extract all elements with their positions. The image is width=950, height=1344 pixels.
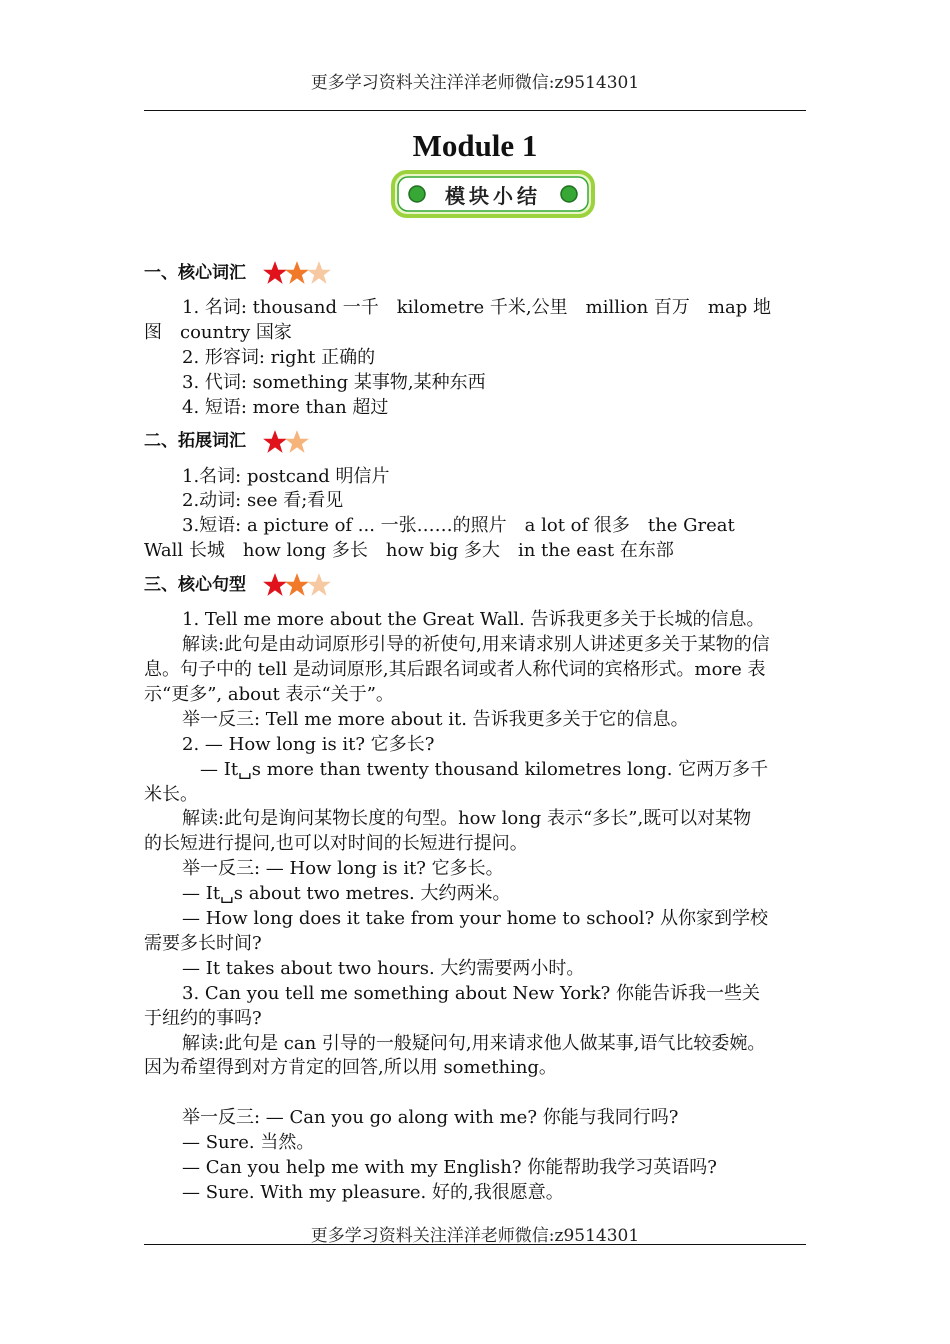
sentence-line: — How long does it take from your home to school? 从你家到学校 [182, 908, 768, 930]
footer-rule [144, 1244, 806, 1245]
sentence-line: 息。句子中的 tell 是动词原形,其后跟名词或者人称代词的宾格形式。more 表 [144, 658, 766, 680]
vocab-line: 2. 形容词: right 正确的 [182, 346, 376, 368]
sentence-line: 解读:此句是询问某物长度的句型。how long 表示“多长”,既可以对某物 [182, 808, 752, 830]
page-footer: 更多学习资料关注洋洋老师微信:z9514301 [310, 1226, 640, 1246]
sentence-line: 举一反三: Tell me more about it. 告诉我更多关于它的信息。 [182, 708, 689, 730]
vocab-line: Wall 长城 how long 多长 how big 多大 in the east 在东部 [144, 540, 674, 562]
vocab-line: 3.短语: a picture of ... 一张……的照片 a lot of 很多 the Great [182, 515, 735, 537]
document-body [144, 252, 806, 1206]
section-extended-vocabulary [144, 425, 806, 459]
sentence-line: 2. — How long is it? 它多长? [182, 733, 435, 755]
vocab-line: 1.名词: postcand 明信片 [182, 465, 390, 487]
two-star-rating-icon [262, 429, 306, 455]
sentence-line: 3. Can you tell me something about New York? 你能告诉我一些关 [182, 982, 761, 1004]
vocab-line: 2.动词: see 看;看见 [182, 490, 344, 512]
section-core-sentences [144, 568, 806, 602]
sentence-line: 的长短进行提问,也可以对时间的长短进行提问。 [144, 833, 528, 855]
section-core-vocabulary [144, 256, 806, 290]
badge-label: 模块小结 [445, 184, 541, 208]
sentence-line: 示“更多”, about 表示“关于”。 [144, 683, 394, 705]
module-summary-badge [391, 170, 595, 218]
vocab-line: 3. 代词: something 某事物,某种东西 [182, 371, 486, 393]
vocab-line: 图 country 国家 [144, 321, 292, 343]
sentence-line: — Sure. 当然。 [182, 1132, 315, 1154]
sentence-line: — It␣s about two metres. 大约两米。 [182, 883, 511, 905]
three-star-rating-icon [262, 260, 328, 286]
three-star-rating-icon [262, 572, 328, 598]
page-title: Module 1 [412, 128, 538, 163]
page-header: 更多学习资料关注洋洋老师微信:z9514301 [310, 73, 640, 93]
sentence-line: 1. Tell me more about the Great Wall. 告诉我更多关于长城的信息。 [182, 609, 765, 631]
sentence-line: — Sure. With my pleasure. 好的,我很愿意。 [182, 1181, 564, 1203]
sentence-line: 需要多长时间? [144, 932, 262, 954]
sentence-line: 解读:此句是由动词原形引导的祈使句,用来请求别人讲述更多关于某物的信 [182, 634, 770, 656]
section-heading: 一、核心词汇 [144, 262, 246, 283]
section-heading: 三、核心句型 [144, 574, 246, 595]
vocab-line: 4. 短语: more than 超过 [182, 396, 389, 418]
sentence-line: 米长。 [144, 783, 198, 805]
sentence-line: 举一反三: — Can you go along with me? 你能与我同行吗? [182, 1107, 679, 1129]
header-rule [144, 110, 806, 111]
sentence-line: 解读:此句是 can 引导的一般疑问句,用来请求他人做某事,语气比较委婉。 [182, 1032, 766, 1054]
sentence-line: — It takes about two hours. 大约需要两小时。 [182, 957, 585, 979]
sentence-line: — Can you help me with my English? 你能帮助我学习英语吗? [182, 1157, 717, 1179]
vocab-line: 1. 名词: thousand 一千 kilometre 千米,公里 million 百万 map 地 [182, 297, 771, 318]
sentence-line: 因为希望得到对方肯定的回答,所以用 something。 [144, 1057, 557, 1079]
blank-line [144, 1081, 806, 1106]
section-heading: 二、拓展词汇 [144, 431, 246, 452]
sentence-line: 举一反三: — How long is it? 它多长。 [182, 858, 504, 880]
sentence-line: — It␣s more than twenty thousand kilometres long. 它两万多千 [182, 758, 769, 780]
sentence-line: 于纽约的事吗? [144, 1007, 262, 1029]
